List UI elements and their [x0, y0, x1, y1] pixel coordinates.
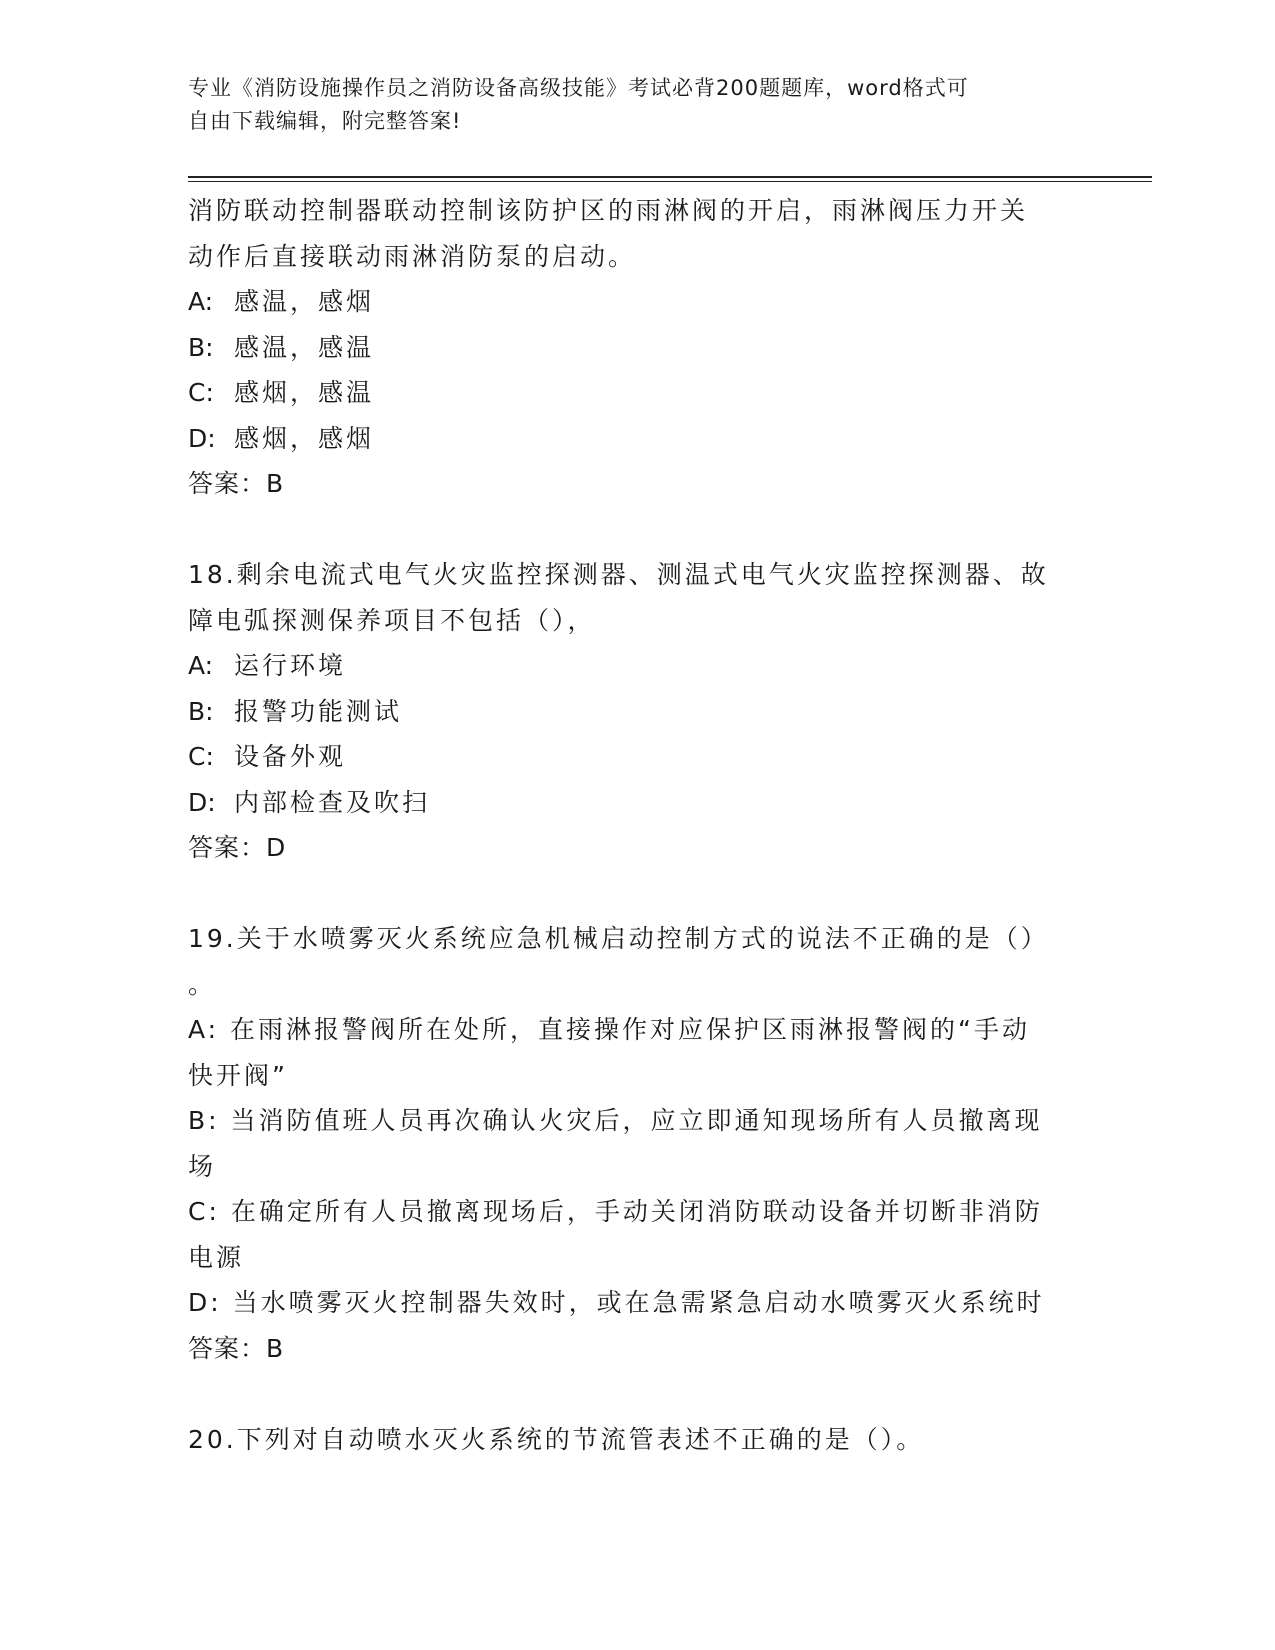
option-text: 运行环境 [234, 651, 347, 680]
spacer [188, 871, 1088, 917]
header-divider-thin [188, 181, 1152, 182]
option-letter: B: [188, 332, 214, 362]
option-b [188, 689, 1088, 735]
option-a [188, 643, 1088, 689]
option-c-line-1: C: 在确定所有人员撤离现场后，手动关闭消防联动设备并切断非消防 [188, 1197, 1043, 1226]
option-letter: C: [188, 742, 214, 771]
question-text-line: 动作后直接联动雨淋消防泵的启动。 [188, 241, 637, 271]
question-18 [188, 552, 1088, 871]
question-text-line: 。 [188, 969, 217, 999]
option-letter: B: [188, 696, 214, 726]
option-text: 感烟，感温 [234, 378, 375, 407]
option-c-line-2: 电源 [188, 1242, 245, 1272]
option-d [188, 780, 1088, 826]
document-body [188, 188, 1088, 1462]
option-letter: A: [188, 651, 214, 680]
option-d-line-1: D: 当水喷雾灭火控制器失效时，或在急需紧急启动水喷雾灭火系统时 [188, 1288, 1045, 1317]
option-c [188, 370, 1088, 416]
header-title-line-2: 自由下载编辑，附完整答案! [188, 109, 462, 133]
question-text-line: 19.关于水喷雾灭火系统应急机械启动控制方式的说法不正确的是（） [188, 924, 1049, 953]
question-19 [188, 916, 1088, 1371]
answer-line: 答案：B [188, 1333, 285, 1363]
question-20 [188, 1417, 1088, 1463]
option-c [188, 734, 1088, 780]
header-divider-thick [188, 176, 1152, 178]
option-text: 报警功能测试 [234, 696, 403, 726]
option-b [188, 325, 1088, 371]
option-letter: A: [188, 287, 214, 316]
spacer [188, 507, 1088, 553]
header-title-line-1: 专业《消防设施操作员之消防设备高级技能》考试必背200题题库，word格式可 [188, 76, 969, 100]
question-text-line: 20.下列对自动喷水灭火系统的节流管表述不正确的是（）。 [188, 1424, 925, 1454]
option-b-line-2: 场 [188, 1151, 217, 1181]
option-text: 设备外观 [234, 742, 347, 771]
option-letter: D: [188, 787, 216, 817]
question-text-line: 障电弧探测保养项目不包括（）， [188, 605, 596, 635]
option-text: 感温，感烟 [234, 287, 375, 316]
spacer [188, 1371, 1088, 1417]
document-header [188, 72, 1068, 138]
option-letter: C: [188, 378, 214, 407]
option-a-line-2: 快开阀” [188, 1060, 288, 1090]
option-letter: D: [188, 423, 216, 453]
question-text-line: 消防联动控制器联动控制该防护区的雨淋阀的开启，雨淋阀压力开关 [188, 196, 1029, 225]
option-a [188, 279, 1088, 325]
question-text-line: 18.剩余电流式电气火灾监控探测器、测温式电气火灾监控探测器、故 [188, 560, 1049, 589]
option-text: 内部检查及吹扫 [234, 787, 431, 817]
answer-line: 答案：D [188, 833, 287, 862]
question-17-continuation [188, 188, 1088, 507]
option-text: 感烟，感烟 [234, 423, 375, 453]
option-text: 感温，感温 [234, 332, 375, 362]
option-d [188, 416, 1088, 462]
option-b-line-1: B: 当消防值班人员再次确认火灾后，应立即通知现场所有人员撤离现 [188, 1106, 1043, 1135]
answer-line: 答案：B [188, 469, 285, 498]
option-a-line-1: A: 在雨淋报警阀所在处所，直接操作对应保护区雨淋报警阀的“手动 [188, 1015, 1030, 1044]
